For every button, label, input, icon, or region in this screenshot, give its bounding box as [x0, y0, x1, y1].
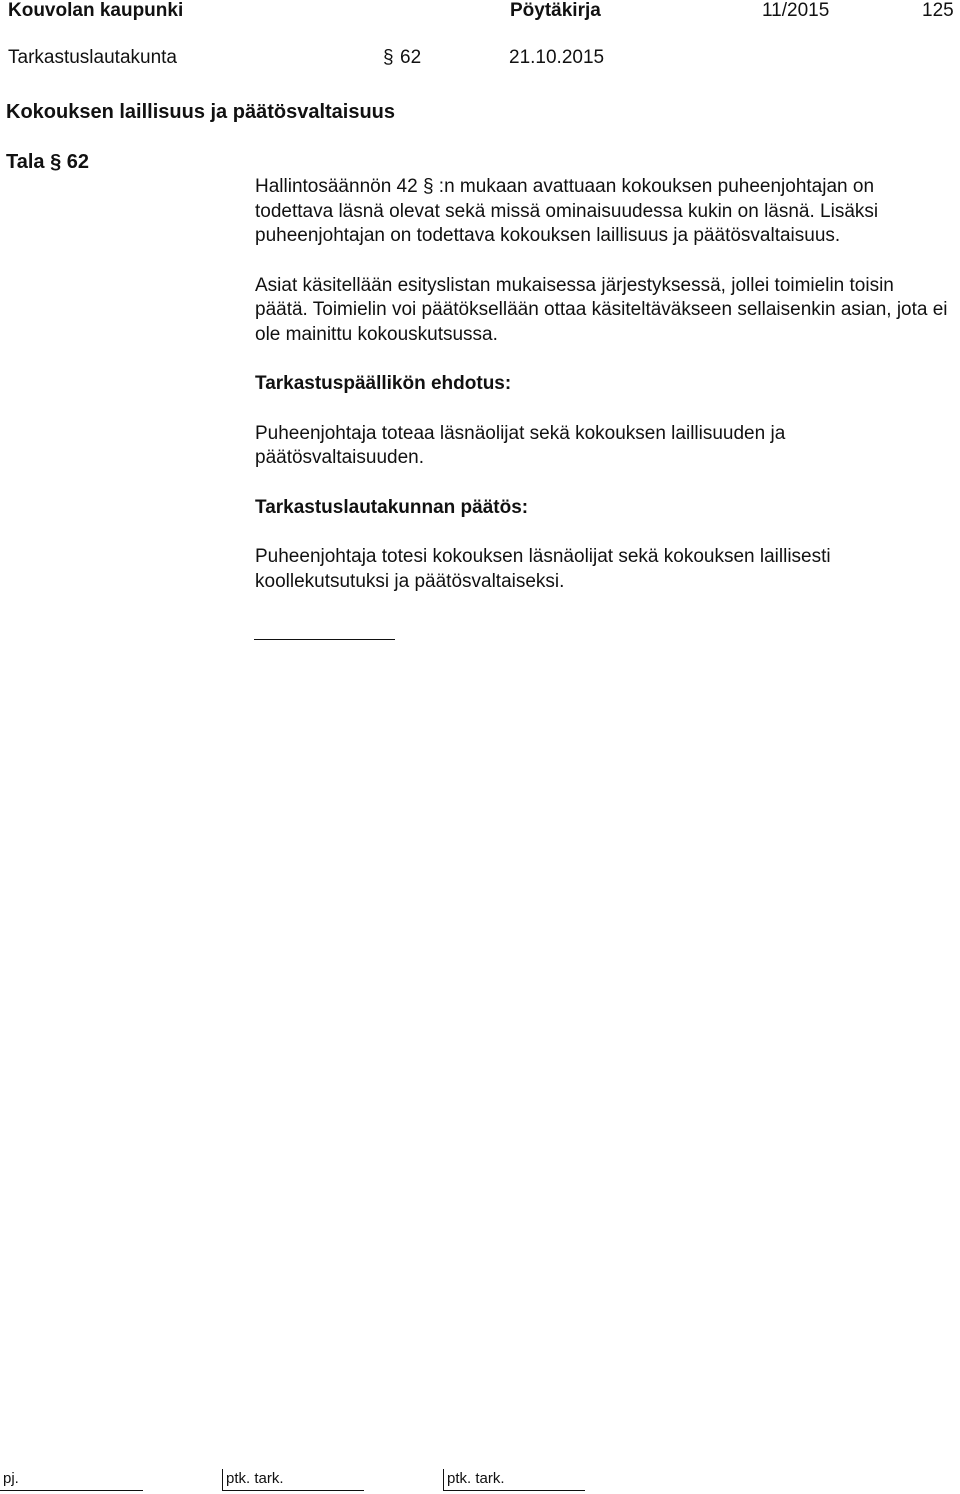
signature-checker-2-label: ptk. tark.	[447, 1470, 505, 1487]
decision-text: Puheenjohtaja totesi kokouksen läsnäolijat sekä kokouksen laillisesti koollekutsutuksi ja päätösvaltaiseksi.	[255, 546, 831, 592]
signature-checker-2	[443, 1469, 585, 1491]
signature-checker-1	[222, 1469, 364, 1491]
signature-checker-1-label: ptk. tark.	[226, 1470, 284, 1487]
item-label	[6, 150, 89, 174]
paragraph-legal-basis: Hallintosäännön 42 § :n mukaan avattuaan kokouksen puheenjohtajan on todettava läsnä olevat sekä missä ominaisuudessa kukin on läsnä. Lisäksi puheenjohtajan on todettava kokouksen laillisuus ja päätösvaltaisuus.	[255, 176, 879, 246]
document-type: Pöytäkirja	[510, 0, 601, 21]
end-divider	[254, 639, 395, 640]
signature-chair-label: pj.	[3, 1470, 19, 1487]
proposal-heading: Tarkastuspäällikön ehdotus:	[255, 373, 512, 394]
meeting-date: 21.10.2015	[509, 47, 605, 68]
signature-chair	[0, 1469, 143, 1491]
page-title: Kokouksen laillisuus ja päätösvaltaisuus	[6, 101, 396, 123]
proposal-text: Puheenjohtaja toteaa läsnäolijat sekä kokouksen laillisuuden ja päätösvaltaisuuden.	[255, 422, 786, 468]
page-number: 125	[922, 0, 954, 21]
committee-name: Tarkastuslautakunta	[8, 47, 177, 68]
document-number: 11/2015	[762, 0, 830, 21]
paragraph-agenda-order: Asiat käsitellään esityslistan mukaisessa järjestyksessä, jollei toimielin toisin päätä. Toimielin voi päätöksellään ottaa käsiteltäväkseen sellaisenkin asian, jota ei ole mainittu kokouskutsussa.	[255, 274, 948, 345]
section-number: 62	[400, 47, 422, 68]
organization-name: Kouvolan kaupunki	[8, 0, 184, 21]
section-symbol: §	[383, 47, 394, 68]
item-number: 62	[66, 151, 90, 173]
item-label-text: Tala	[6, 151, 45, 173]
decision-heading: Tarkastuslautakunnan päätös:	[255, 496, 529, 518]
item-section-symbol: §	[50, 151, 62, 173]
item-content	[255, 175, 950, 619]
